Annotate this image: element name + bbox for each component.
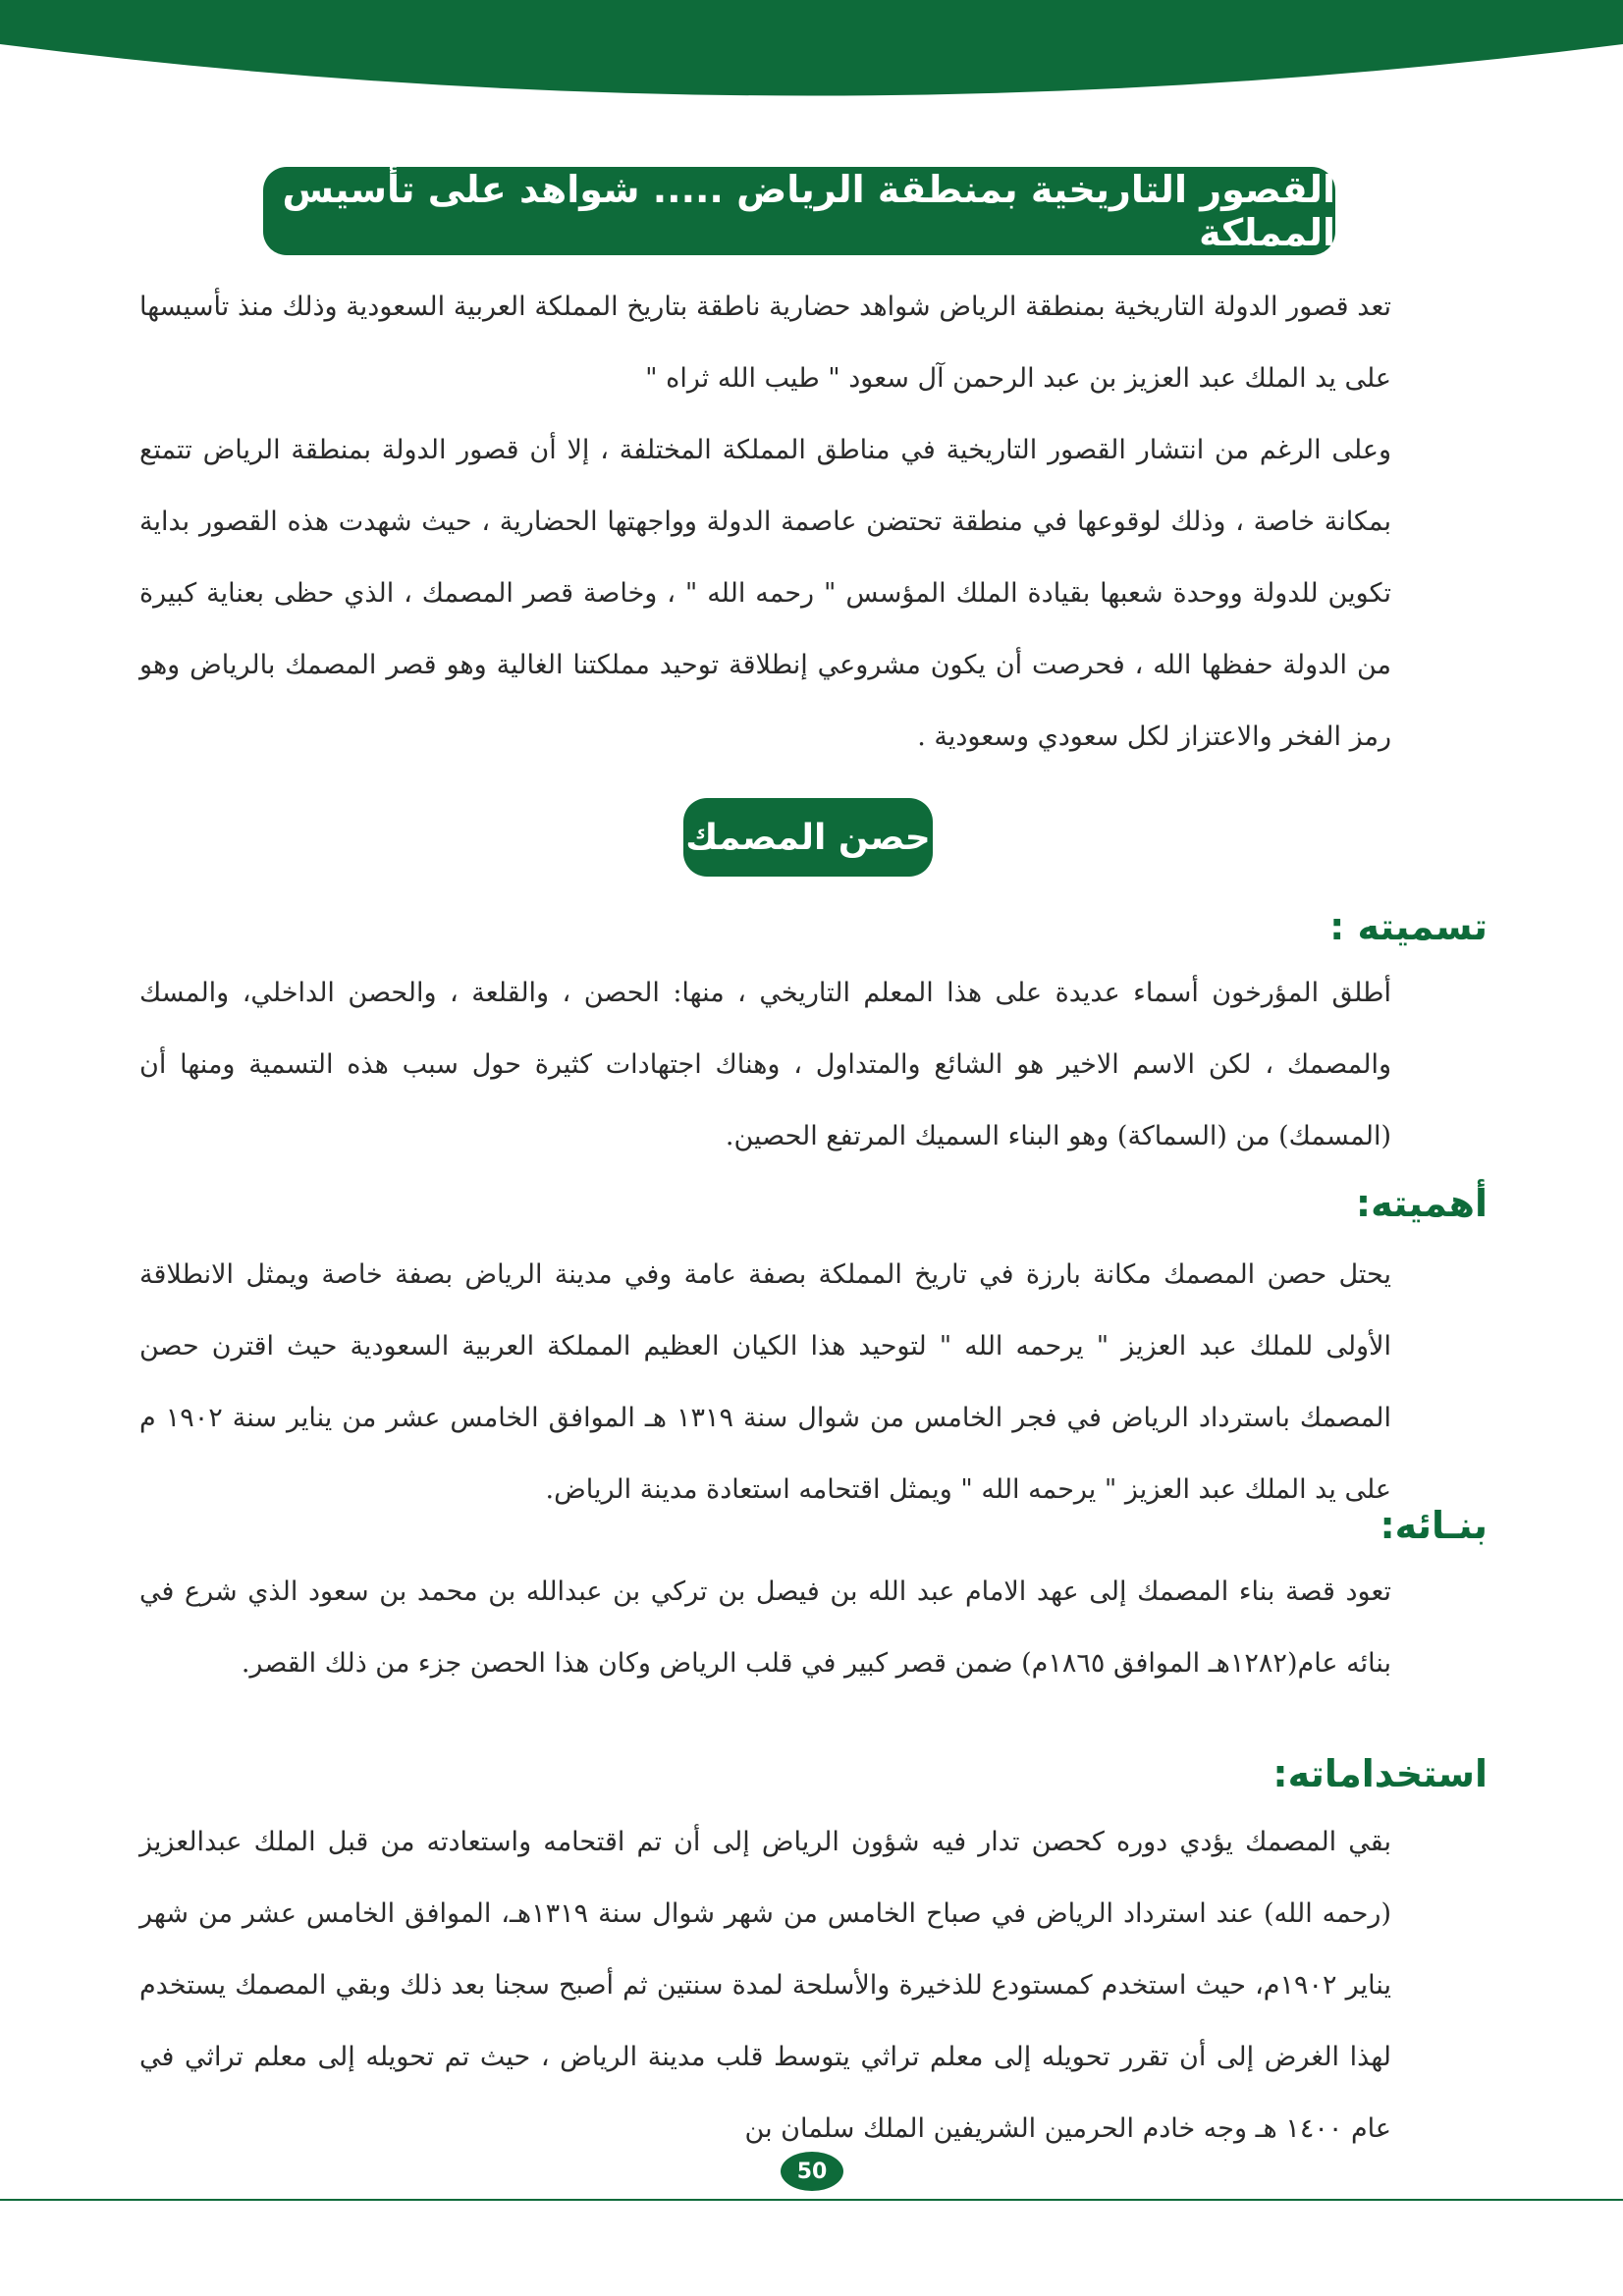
paragraph-construction: تعود قصة بناء المصمك إلى عهد الامام عبد الله بن فيصل بن تركي بن عبدالله بن محمد بن سعود الذي شرع في بنائه عام(١٢٨٢هـ الموافق ١٨٦٥م) ضمن قصر كبير في قلب الرياض وكان هذا الحصن جزء من ذلك القصر. (139, 1576, 1391, 1679)
paragraph-uses: بقي المصمك يؤدي دوره كحصن تدار فيه شؤون الرياض إلى أن تم اقتحامه واستعادته من قبل الملك عبدالعزيز (رحمه الله) عند استرداد الرياض في صباح الخامس من شهر شوال سنة ١٣١٩هـ، الموافق الخامس عشر من شهر يناير ١٩٠٢م، حيث استخدم كمستودع للذخيرة والأسلحة لمدة سنتين ثم أصبح سجنا بعد ذلك وبقي المصمك يستخدم لهذا الغرض إلى أن تقرر تحويله إلى معلم تراثي يتوسط قلب مدينة الرياض ، حيث تم تحويله إلى معلم تراثي في عام ١٤٠٠ هـ وجه خادم الحرمين الشريفين الملك سلمان بن (139, 1827, 1391, 2144)
page-title-text: القصور التاريخية بمنطقة الرياض ..... شواهد على تأسيس المملكة (282, 168, 1335, 254)
heading-importance: أهميته: (1355, 1182, 1488, 1225)
page-number-badge (781, 2152, 843, 2191)
section-title-text: حصن المصمك (685, 817, 931, 858)
page-title (263, 167, 1335, 255)
intro-paragraph-2: وعلى الرغم من انتشار القصور التاريخية في مناطق المملكة المختلفة ، إلا أن قصور الدولة بمنطقة الرياض تتمتع بمكانة خاصة ، وذلك لوقوعها في منطقة تحتضن عاصمة الدولة وواجهتها الحضارية ، حيث شهدت هذه القصور بداية تكوين للدولة ووحدة شعبها بقيادة الملك المؤسس " رحمه الله " ، وخاصة قصر المصمك ، الذي حظى بعناية كبيرة من الدولة حفظها الله ، فحرصت أن يكون مشروعي إنطلاقة توحيد مملكتنا الغالية وهو قصر المصمك بالرياض وهو رمز الفخر والاعتزاز لكل سعودي وسعودية . (139, 435, 1391, 752)
page-number: 50 (796, 2159, 828, 2184)
heading-uses: استخداماته: (1272, 1752, 1488, 1795)
intro-paragraph-1: تعد قصور الدولة التاريخية بمنطقة الرياض شواهد حضارية ناطقة بتاريخ المملكة العربية السعودية وذلك منذ تأسيسها على يد الملك عبد العزيز بن عبد الرحمن آل سعود " طيب الله ثراه " (139, 292, 1391, 394)
paragraph-naming: أطلق المؤرخون أسماء عديدة على هذا المعلم التاريخي ، منها: الحصن ، والقلعة ، والحصن الداخلي، والمسك والمصمك ، لكن الاسم الاخير هو الشائع والمتداول ، وهناك اجتهادات كثيرة حول سبب هذه التسمية ومنها أن (المسمك) من (السماكة) وهو البناء السميك المرتفع الحصين. (139, 978, 1391, 1151)
heading-naming: تسميته : (1329, 905, 1488, 948)
paragraph-importance: يحتل حصن المصمك مكانة بارزة في تاريخ المملكة بصفة عامة وفي مدينة الرياض بصفة خاصة ويمثل الانطلاقة الأولى للملك عبد العزيز " يرحمه الله " لتوحيد هذا الكيان العظيم المملكة العربية السعودية حيث اقترن حصن المصمك باسترداد الرياض في فجر الخامس من شوال سنة ١٣١٩ هـ الموافق الخامس عشر من يناير سنة ١٩٠٢ م على يد الملك عبد العزيز " يرحمه الله " ويمثل اقتحامه استعادة مدينة الرياض. (139, 1259, 1391, 1505)
top-decorative-arc (0, 0, 1623, 118)
bottom-divider (0, 2199, 1623, 2201)
heading-construction: بنـائه: (1380, 1504, 1488, 1547)
section-title (683, 798, 933, 877)
